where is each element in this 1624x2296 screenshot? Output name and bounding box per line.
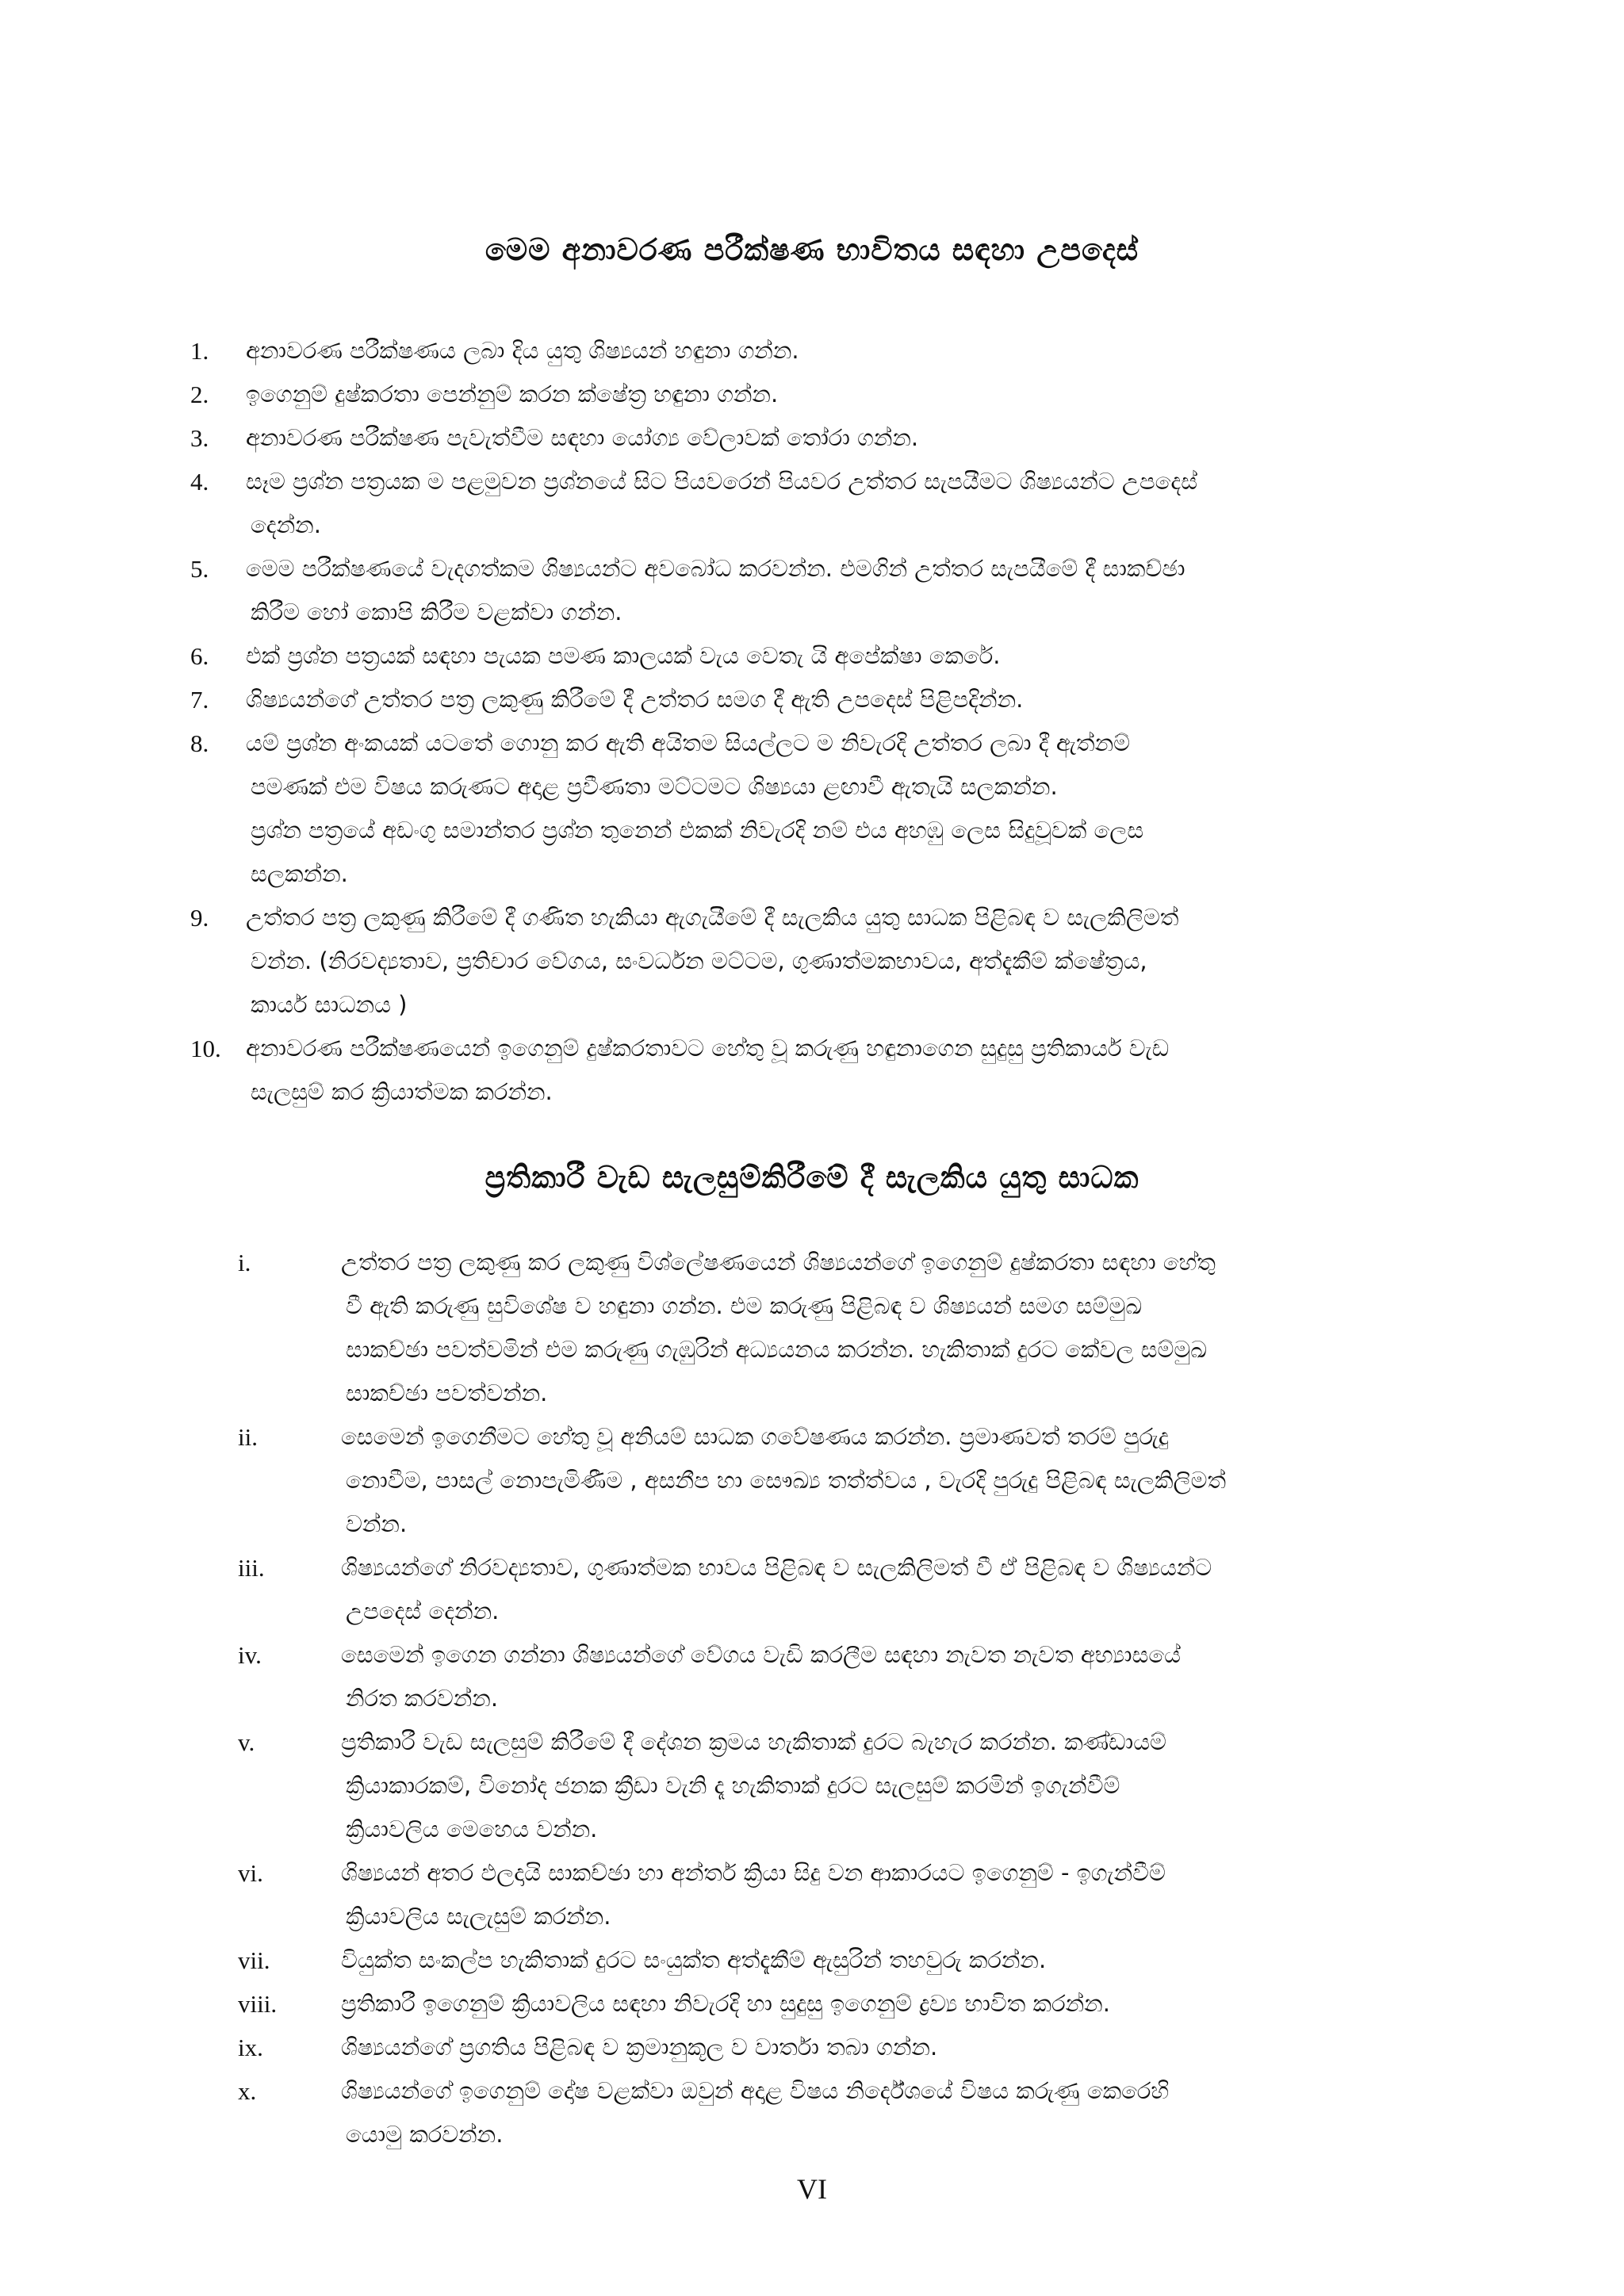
- list-item-text-line: කිරීම හෝ කොපි කිරීම වළක්වා ගන්න.: [251, 599, 622, 626]
- instruction-item: [190, 329, 1475, 373]
- list-item-number: ii.: [238, 1423, 258, 1451]
- remedial-factor-item: [238, 2069, 1475, 2156]
- instruction-item: [190, 678, 1475, 721]
- remedial-factor-item: [238, 1633, 1475, 1720]
- instruction-item: [190, 1027, 1475, 1114]
- list-item-number: 5.: [190, 555, 209, 583]
- list-item-text-line: සෑම ප්‍රශ්න පත්‍රයක ම පළමුවන ප්‍රශ්නයේ සිට පියවරෙන් පියවර උත්තර සැපයීමට ශිෂ්‍යයන්ට උපදෙස්: [246, 468, 1198, 495]
- list-item-text-line: සාකච්ඡා පවත්වන්න.: [346, 1380, 548, 1406]
- remedial-factor-item: [238, 1241, 1475, 1415]
- list-item-text-line: නොවීම, පාසල් නොපැමිණීම , අසනීප හා සෞඛ්‍ය තත්ත්වය , වැරදි පුරුදු පිළිබඳ සැලකිලිමත්: [346, 1467, 1227, 1494]
- section-heading-remedial-factors: ප්‍රතිකාරී වැඩ සැලසුම්කිරීමේ දී සැලකිය යුතු සාධක: [485, 1160, 1139, 1195]
- list-item-number: 8.: [190, 729, 209, 757]
- list-item-text-line: දෙන්න.: [251, 511, 321, 538]
- remedial-factor-item: [238, 1720, 1475, 1851]
- list-item-text-line: ප්‍රතිකාරී ඉගෙනුම් ක්‍රියාවලිය සඳහා නිවැරදි හා සුදුසු ඉගෙනුම් ද්‍රව්‍ය භාවිත කරන්න.: [341, 1990, 1110, 2017]
- list-item-text-line: ප්‍රතිකාරී වැඩ සැලසුම් කිරීමේ දී දේශන ක්‍රමය හැකිතාක් දුරට බැහැර කරන්න. කණ්ඩායම්: [341, 1728, 1166, 1755]
- instruction-item: [190, 416, 1475, 460]
- list-item-text-line: වී ඇති කරුණු සුවිශේෂ ව හඳුනා ගන්න. එම කරුණු පිළිබඳ ව ශිෂ්‍යයන් සමග සම්මුඛ: [346, 1292, 1143, 1319]
- list-item-number: 3.: [190, 424, 209, 452]
- list-item-number: 10.: [190, 1035, 221, 1062]
- list-item-text-line: අනාවරණ පරීක්ෂණය ලබා දිය යුතු ශිෂ්‍යයන් හඳුනා ගන්න.: [246, 337, 799, 364]
- list-item-text-line: ක්‍රියාවලිය සැලැසුම් කරන්න.: [346, 1903, 611, 1930]
- list-item-number: i.: [238, 1249, 251, 1276]
- list-item-text-line: සාකච්ඡා පවත්වමින් එම කරුණු ගැඹුරින් අධ්‍යයනය කරන්න. හැකිතාක් දුරට කේවල සම්මුඛ: [346, 1336, 1207, 1363]
- remedial-factor-item: [238, 1938, 1475, 1982]
- remedial-factor-item: [238, 1851, 1475, 1938]
- list-item-text-line: අනාවරණ පරීක්ෂණයෙන් ඉගෙනුම් දුෂ්කරතාවට හේතු වූ කරුණු හඳුනාගෙන සුදුසු ප්‍රතිකාර්ය වැඩ: [246, 1035, 1170, 1062]
- instruction-item: [190, 896, 1475, 1027]
- list-item-number: iii.: [238, 1554, 265, 1582]
- list-item-number: viii.: [238, 1990, 278, 2018]
- list-item-text-line: නිරත කරවන්න.: [346, 1685, 499, 1712]
- instruction-item: [190, 373, 1475, 416]
- list-item-number: ix.: [238, 2034, 263, 2061]
- list-item-text-line: සැලසුම් කර ක්‍රියාත්මක කරන්න.: [251, 1078, 553, 1105]
- list-item-number: v.: [238, 1728, 255, 1756]
- list-item-text-line: මෙම පරීක්ෂණයේ වැදගත්කම ශිෂ්‍යයන්ට අවබෝධ කරවන්න. එමගින් උත්තර සැපයීමේ දී සාකච්ඡා: [246, 555, 1185, 582]
- list-item-text-line: සෙමෙන් ඉගෙනීමට හේතු වූ අනියම් සාධක ගවේෂණය කරන්න. ප්‍රමාණවත් තරම් පුරුදු: [341, 1423, 1169, 1450]
- remedial-factors-list: [238, 1241, 1475, 2156]
- instruction-item: [190, 460, 1475, 547]
- list-item-text-line: උත්තර පත්‍ර ලකුණු කර ලකුණු විශ්ලේෂණයෙන් ශිෂ්‍යයන්ගේ ඉගෙනුම් දුෂ්කරතා සඳහා හේතු: [341, 1249, 1216, 1276]
- list-item-number: 4.: [190, 468, 209, 496]
- list-item-number: iv.: [238, 1641, 262, 1669]
- list-item-number: vi.: [238, 1859, 263, 1887]
- list-item-text-line: ශිෂ්‍යයන් අතර ඵලදායි සාකච්ඡා හා අන්තර් ක්‍රියා සිදු වන ආකාරයට ඉගෙනුම් - ඉගැන්වීම්: [341, 1859, 1166, 1886]
- list-item-text-line: යම් ප්‍රශ්න අංකයක් යටතේ ගොනු කර ඇති අයිතම සියල්ලට ම නිවැරදි උත්තර ලබා දී ඇත්නම්: [246, 729, 1130, 756]
- list-item-text-line: ඉගෙනුම් දුෂ්කරතා පෙන්නුම් කරන ක්ෂේත්‍ර හඳුනා ගන්න.: [246, 381, 779, 408]
- list-item-text-line: උත්තර පත්‍ර ලකුණු කිරීමේ දී ගණිත හැකියා ඇගැයීමේ දී සැලකිය යුතු සාධක පිළිබඳ ව සැලකිලිමත්: [246, 904, 1179, 931]
- list-item-text-line: ක්‍රියාකාරකම්, විනෝද ජනක ක්‍රීඩා වැනි දෑ හැකිතාක් දුරට සැලසුම් කරමින් ඉගැන්වීම්: [346, 1772, 1120, 1799]
- list-item-number: 9.: [190, 904, 209, 932]
- list-item-text-line: ශිෂ්‍යයන්ගේ උත්තර පත්‍ර ලකුණු කිරීමේ දී උත්තර සමග දී ඇති උපදෙස් පිළිපදින්න.: [246, 686, 1024, 713]
- list-item-text-line: පමණක් එම විෂය කරුණට අදාළ ප්‍රවීණතා මට්ටමට ශිෂ්‍යයා ළඟාවී ඇතැයි සලකන්න.: [251, 773, 1058, 800]
- list-item-number: x.: [238, 2077, 257, 2105]
- page-number: VI: [797, 2173, 827, 2205]
- list-item-text-line: අනාවරණ පරීක්ෂණ පැවැත්වීම සඳහා යෝග්‍ය වේලාවක් තෝරා ගන්න.: [246, 424, 919, 451]
- list-item-text-line: සෙමෙන් ඉගෙන ගන්නා ශිෂ්‍යයන්ගේ වේගය වැඩි කරලීම සඳහා නැවත නැවත අභ්‍යාසයේ: [341, 1641, 1181, 1668]
- list-item-text-line: වියුක්ත සංකල්ප හැකිතාක් දුරට සංයුක්ත අත්දැකීම් ඇසුරින් තහවුරු කරන්න.: [341, 1946, 1047, 1973]
- list-item-text-line: කාර්ය සාධනය ): [251, 991, 408, 1018]
- instruction-item: [190, 721, 1475, 896]
- list-item-text-line: ශිෂ්‍යයන්ගේ ප්‍රගතිය පිළිබඳ ව ක්‍රමානුකූල ව වාර්තා තබා ගන්න.: [341, 2034, 938, 2061]
- list-item-number: 7.: [190, 686, 209, 714]
- list-item-text-line: වන්න.: [346, 1510, 408, 1537]
- remedial-factor-item: [238, 2026, 1475, 2069]
- list-item-text-line: වන්න. (නිරවද්‍යතාව, ප්‍රතිචාර වේගය, සංවර්ධන මට්ටම, ගුණාත්මකභාවය, අත්දැකීම් ක්ෂේත්‍රය,: [251, 947, 1147, 974]
- list-item-text-line: සලකන්න.: [251, 860, 348, 887]
- remedial-factor-item: [238, 1546, 1475, 1633]
- list-item-text-line: එක් ප්‍රශ්න පත්‍රයක් සඳහා පැයක පමණ කාලයක් වැය වෙතැ යි අපේක්ෂා කෙරේ.: [246, 642, 1001, 669]
- list-item-number: 1.: [190, 337, 209, 365]
- list-item-number: vii.: [238, 1946, 270, 1974]
- instruction-item: [190, 547, 1475, 634]
- section-heading-instructions: මෙම අනාවරණ පරීක්ෂණ භාවිතය සඳහා උපදෙස්: [485, 232, 1139, 267]
- list-item-text-line: ප්‍රශ්න පත්‍රයේ අඩංගු සමාන්තර ප්‍රශ්න තුනෙන් එකක් නිවැරදි නම් එය අහඹු ලෙස සිදුවූවක් ලෙස: [251, 817, 1144, 844]
- list-item-text-line: ශිෂ්‍යයන්ගේ ඉගෙනුම් දෝෂ වළක්වා ඔවුන් අදාළ විෂය නිර්දේශයේ විෂය කරුණු කෙරෙහි: [341, 2077, 1170, 2104]
- remedial-factor-item: [238, 1415, 1475, 1546]
- list-item-text-line: ක්‍රියාවලිය මෙහෙය වන්න.: [346, 1816, 598, 1843]
- remedial-factor-item: [238, 1982, 1475, 2026]
- list-item-text-line: යොමු කරවන්න.: [346, 2121, 504, 2148]
- list-item-text-line: උපදෙස් දෙන්න.: [346, 1598, 500, 1624]
- instruction-item: [190, 634, 1475, 678]
- instructions-list: [190, 329, 1475, 1114]
- list-item-text-line: ශිෂ්‍යයන්ගේ නිරවද්‍යතාව, ගුණාත්මක භාවය පිළිබඳ ව සැලකිලිමත් වී ඒ පිළිබඳ ව ශිෂ්‍යයන්ට: [341, 1554, 1212, 1581]
- list-item-number: 6.: [190, 642, 209, 670]
- list-item-number: 2.: [190, 381, 209, 408]
